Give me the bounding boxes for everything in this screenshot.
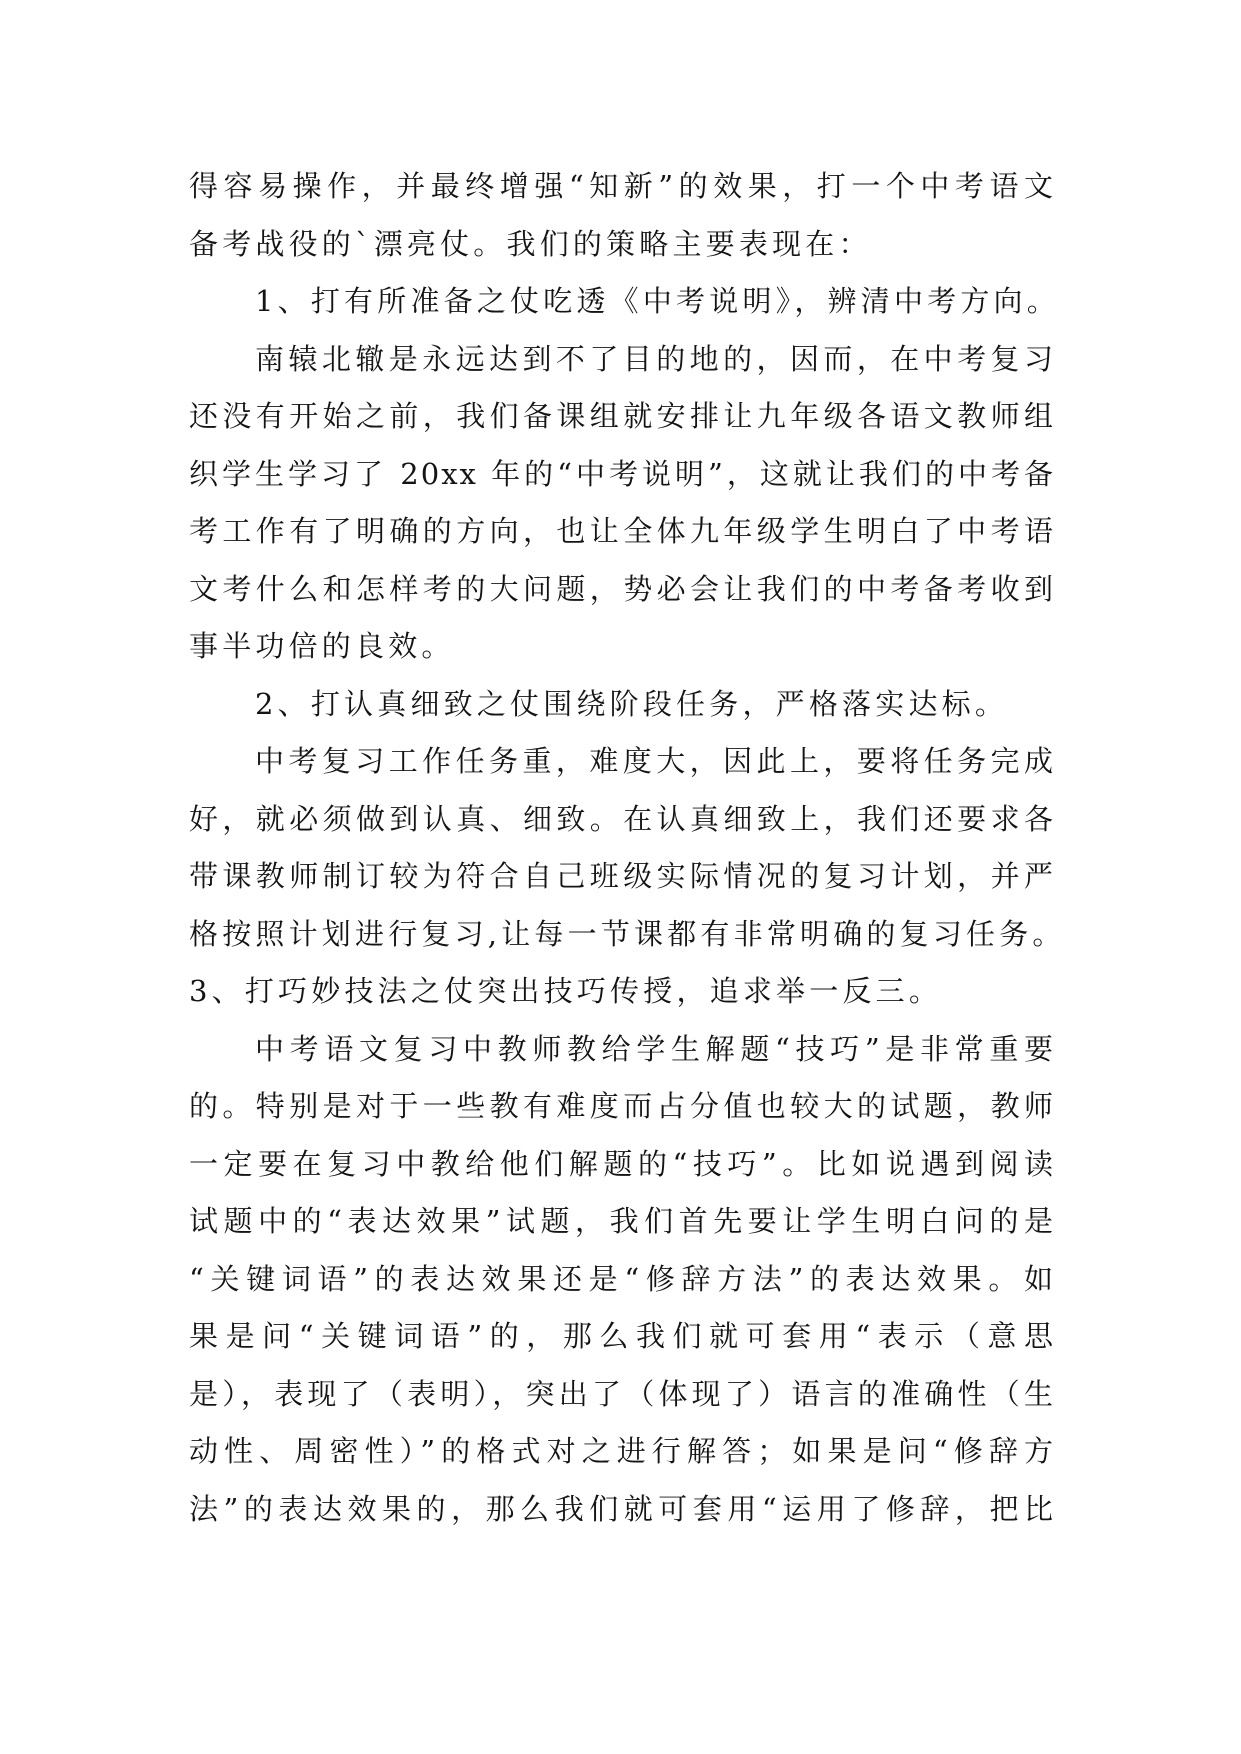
text-line: 法”的表达效果的，那么我们就可套用“运用了修辞，把比 xyxy=(189,1491,1055,1526)
text-line: 好，就必须做到认真、细致。在认真细致上，我们还要求各 xyxy=(189,801,1055,836)
text-line: 试题中的“表达效果”试题，我们首先要让学生明白问的是 xyxy=(189,1204,1055,1238)
paragraph xyxy=(189,1021,1055,1539)
paragraph-heading xyxy=(189,676,1055,734)
text-line: 3、打巧妙技法之仗突出技巧传授，追求举一反三。 xyxy=(189,974,943,1008)
paragraph xyxy=(189,331,1055,676)
text-line: 事半功倍的良效。 xyxy=(189,629,455,663)
text-line: 果是问“关键词语”的，那么我们就可套用“表示（意思 xyxy=(189,1319,1055,1353)
text-line: 2、打认真细致之仗围绕阶段任务，严格落实达标。 xyxy=(255,686,1009,721)
document-body xyxy=(189,158,1066,1538)
text-line: 1、打有所准备之仗吃透《中考说明》，辨清中考方向。 xyxy=(255,284,1060,318)
paragraph-heading xyxy=(189,963,1055,1021)
text-line: 南辕北辙是永远达到不了目的地的，因而，在中考复习 xyxy=(255,341,1055,376)
text-line: 文考什么和怎样考的大问题，势必会让我们的中考备考收到 xyxy=(189,571,1055,606)
text-line: 的。特别是对于一些教有难度而占分值也较大的试题，教师 xyxy=(189,1089,1055,1123)
text-line: “关键词语”的表达效果还是“修辞方法”的表达效果。如 xyxy=(189,1261,1055,1296)
paragraph xyxy=(189,158,1055,273)
text-line: 格按照计划进行复习,让每一节课都有非常明确的复习任务。 xyxy=(189,916,1066,951)
text-line: 中考语文复习中教师教给学生解题“技巧”是非常重要 xyxy=(255,1031,1055,1066)
text-line: 织学生学习了 20xx 年的“中考说明”，这就让我们的中考备 xyxy=(189,456,1055,491)
text-line: 得容易操作，并最终增强“知新”的效果，打一个中考语文 xyxy=(189,169,1055,203)
text-line: 考工作有了明确的方向，也让全体九年级学生明白了中考语 xyxy=(189,514,1055,548)
text-line: 带课教师制订较为符合自己班级实际情况的复习计划，并严 xyxy=(189,859,1055,893)
paragraph xyxy=(189,733,1066,963)
paragraph-heading xyxy=(189,273,1060,331)
text-line: 一定要在复习中教给他们解题的“技巧”。比如说遇到阅读 xyxy=(189,1146,1055,1181)
text-line: 中考复习工作任务重，难度大，因此上，要将任务完成 xyxy=(255,744,1055,778)
text-line: 动性、周密性）”的格式对之进行解答；如果是问“修辞方 xyxy=(189,1434,1055,1468)
text-line: 还没有开始之前，我们备课组就安排让九年级各语文教师组 xyxy=(189,399,1055,433)
text-line: 是），表现了（表明），突出了（体现了）语言的准确性（生 xyxy=(189,1376,1055,1411)
text-line: 备考战役的`漂亮仗。我们的策略主要表现在： xyxy=(189,226,872,261)
